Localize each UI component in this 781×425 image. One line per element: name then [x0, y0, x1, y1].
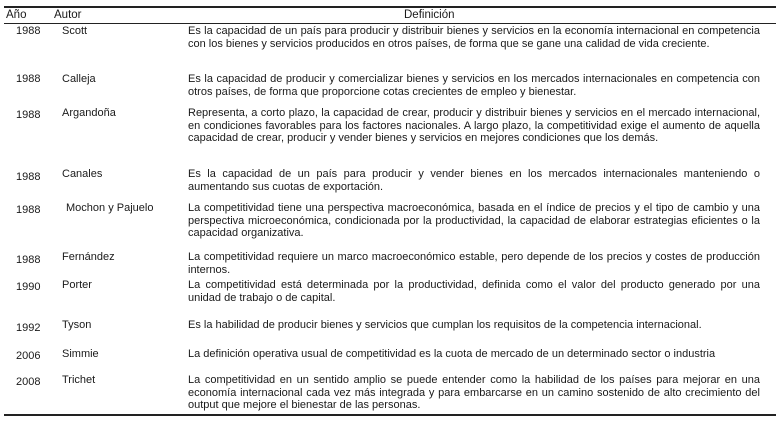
row-author: Fernández — [62, 251, 115, 263]
row-year: 1988 — [16, 204, 41, 216]
row-author: Trichet — [62, 374, 96, 386]
table-bottom-rule — [4, 414, 776, 416]
row-definition: La competitividad está determinada por la productividad, definida como el valor del producto generado por una unidad de trabajo o de capital. — [188, 279, 760, 304]
row-year: 1988 — [16, 254, 41, 266]
row-definition: La definición operativa usual de competitividad es la cuota de mercado de un determinado sector o industria — [188, 348, 716, 360]
row-year: 1988 — [16, 109, 41, 121]
row-definition: Es la habilidad de producir bienes y servicios que cumplan los requisitos de la competencia internacional. — [188, 319, 702, 331]
row-definition: Es la capacidad de producir y comercializar bienes y servicios en los mercados internacionales en competencia con otros países, de forma que proporcione cotas crecientes de empleo y bienestar. — [188, 73, 760, 98]
row-year: 1990 — [16, 281, 41, 293]
row-definition: La competitividad en un sentido amplio se puede entender como la habilidad de los países para mejorar en una economía internacional cada vez más integrada y para embarcarse en un camino sostenido de alto crecimiento del output que mejore el bienestar de las personas. — [188, 374, 760, 412]
row-author: Calleja — [62, 73, 96, 85]
table-top-rule — [4, 6, 776, 8]
row-definition: Es la capacidad de un país para producir y distribuir bienes y servicios en la economía internacional en competencia con los bienes y servicios producidos en otros países, de forma que se gane una calidad de vida creciente. — [188, 25, 760, 50]
row-author: Mochon y Pajuelo — [66, 202, 154, 214]
row-author: Tyson — [62, 319, 92, 331]
row-definition: Representa, a corto plazo, la capacidad de crear, producir y distribuir bienes y servicios en el mercado internacional, en condiciones favorables para los factores nacionales. A largo plazo, la competitividad exige el aumento de aquella capacidad de crear, producir y vender bienes y servicios en mejores condiciones que los demás. — [188, 107, 760, 145]
header-year: Año — [6, 9, 27, 21]
row-author: Scott — [62, 25, 88, 37]
header-author: Autor — [54, 9, 82, 21]
row-year: 2008 — [16, 376, 41, 388]
row-year: 1988 — [16, 73, 41, 85]
row-definition: La competitividad requiere un marco macroeconómico estable, pero depende de los precios y costes de producción internos. — [188, 251, 760, 276]
row-definition: Es la capacidad de un país para producir y vender bienes en los mercados internacionales manteniendo o aumentando sus cuotas de exportación. — [188, 168, 760, 193]
row-author: Canales — [62, 168, 103, 180]
row-author: Porter — [62, 279, 92, 291]
row-year: 1988 — [16, 25, 41, 37]
row-year: 1988 — [16, 171, 41, 183]
row-year: 2006 — [16, 350, 41, 362]
row-year: 1992 — [16, 322, 41, 334]
header-rule — [4, 23, 776, 24]
header-definition: Definición — [404, 9, 455, 21]
row-author: Simmie — [62, 348, 99, 360]
row-definition: La competitividad tiene una perspectiva macroeconómica, basada en el índice de precios y el tipo de cambio y una perspectiva microeconómica, condicionada por la productividad, la capacidad de elaborar estrategias eficientes o la capacidad organizativa. — [188, 202, 760, 240]
row-author: Argandoña — [62, 107, 116, 119]
